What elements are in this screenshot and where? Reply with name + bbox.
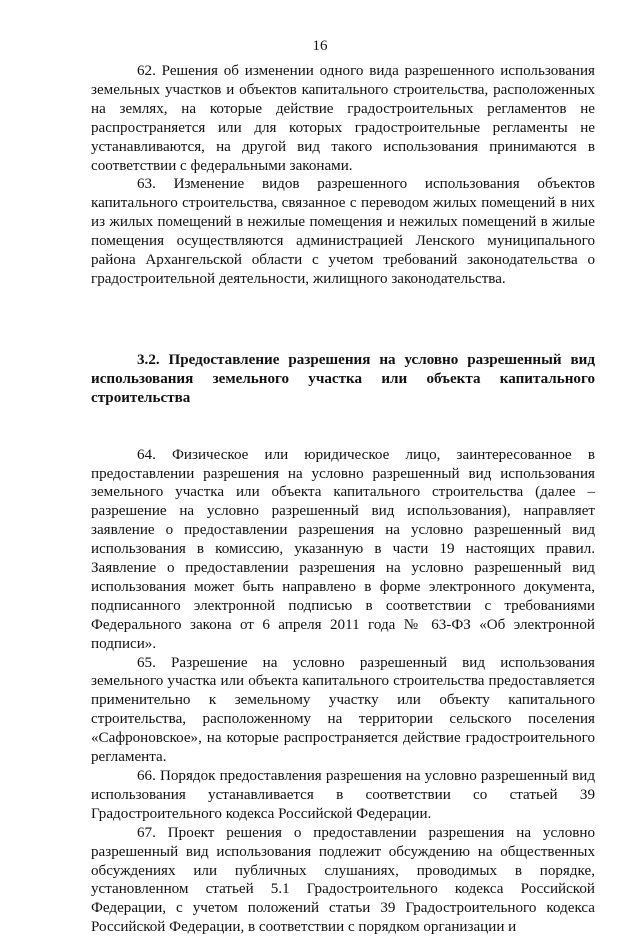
document-body [91,62,595,937]
paragraph-63: 63. Изменение видов разрешенного использования объектов капитального строительства, связанное с переводом жилых помещений в них из жилых помещений в нежилые помещения и нежилых помещений в жилые помещения осуществляются администрацией Ленского муниципального района Архангельской области с учетом требований законодательства о градостроительной деятельности, жилищного законодательства. [91,176,595,287]
section-heading: 3.2. Предоставление разрешения на условно разрешенный вид использования земельного участка или объекта капитального строительства [91,351,595,406]
paragraph-65: 65. Разрешение на условно разрешенный вид использования земельного участка или объекта капитального строительства предоставляется применительно к земельному участку или объекту капитального строительства, расположенному на территории сельского поселения «Сафроновское», на которые распространяется действие градостроительного регламента. [91,654,595,766]
paragraph-67: 67. Проект решения о предоставлении разрешения на условно разрешенный вид использования подлежит обсуждению на общественных обсуждениях или публичных слушаниях, проводимых в порядке, установленном статьей 5.1 Градостроительного кодекса Российской Федерации, с учетом положений статьи 39 Градостроительного кодекса Российской Федерации, в соответствии с порядком организации и [91,824,595,936]
page-number: 16 [312,38,328,54]
paragraph-66: 66. Порядок предоставления разрешения на условно разрешенный вид использования устанавливается в соответствии со статьей 39 Градостроительного кодекса Российской Федерации. [91,768,595,822]
paragraph-64: 64. Физическое или юридическое лицо, заинтересованное в предоставлении разрешения на условно разрешенный вид использования земельного участка или объекта капитального строительства (далее – разрешение на условно разрешенный вид использования), направляет заявление о предоставлении разрешения на условно разрешенный вид использования в комиссию, указанную в части 19 настоящих правил. Заявление о предоставлении разрешения на условно разрешенный вид использования может быть направлено в форме электронного документа, подписанного электронной подписью в соответствии с требованиями Федерального закона от 6 апреля 2011 года № 63-ФЗ «Об электронной подписи». [91,446,595,652]
paragraph-62: 62. Решения об изменении одного вида разрешенного использования земельных участков и объектов капитального строительства, расположенных на землях, на которые действие градостроительных регламентов не распространяется или для которых градостроительные регламенты не устанавливаются, на другой вид такого использования принимаются в соответствии с федеральными законами. [91,63,595,174]
